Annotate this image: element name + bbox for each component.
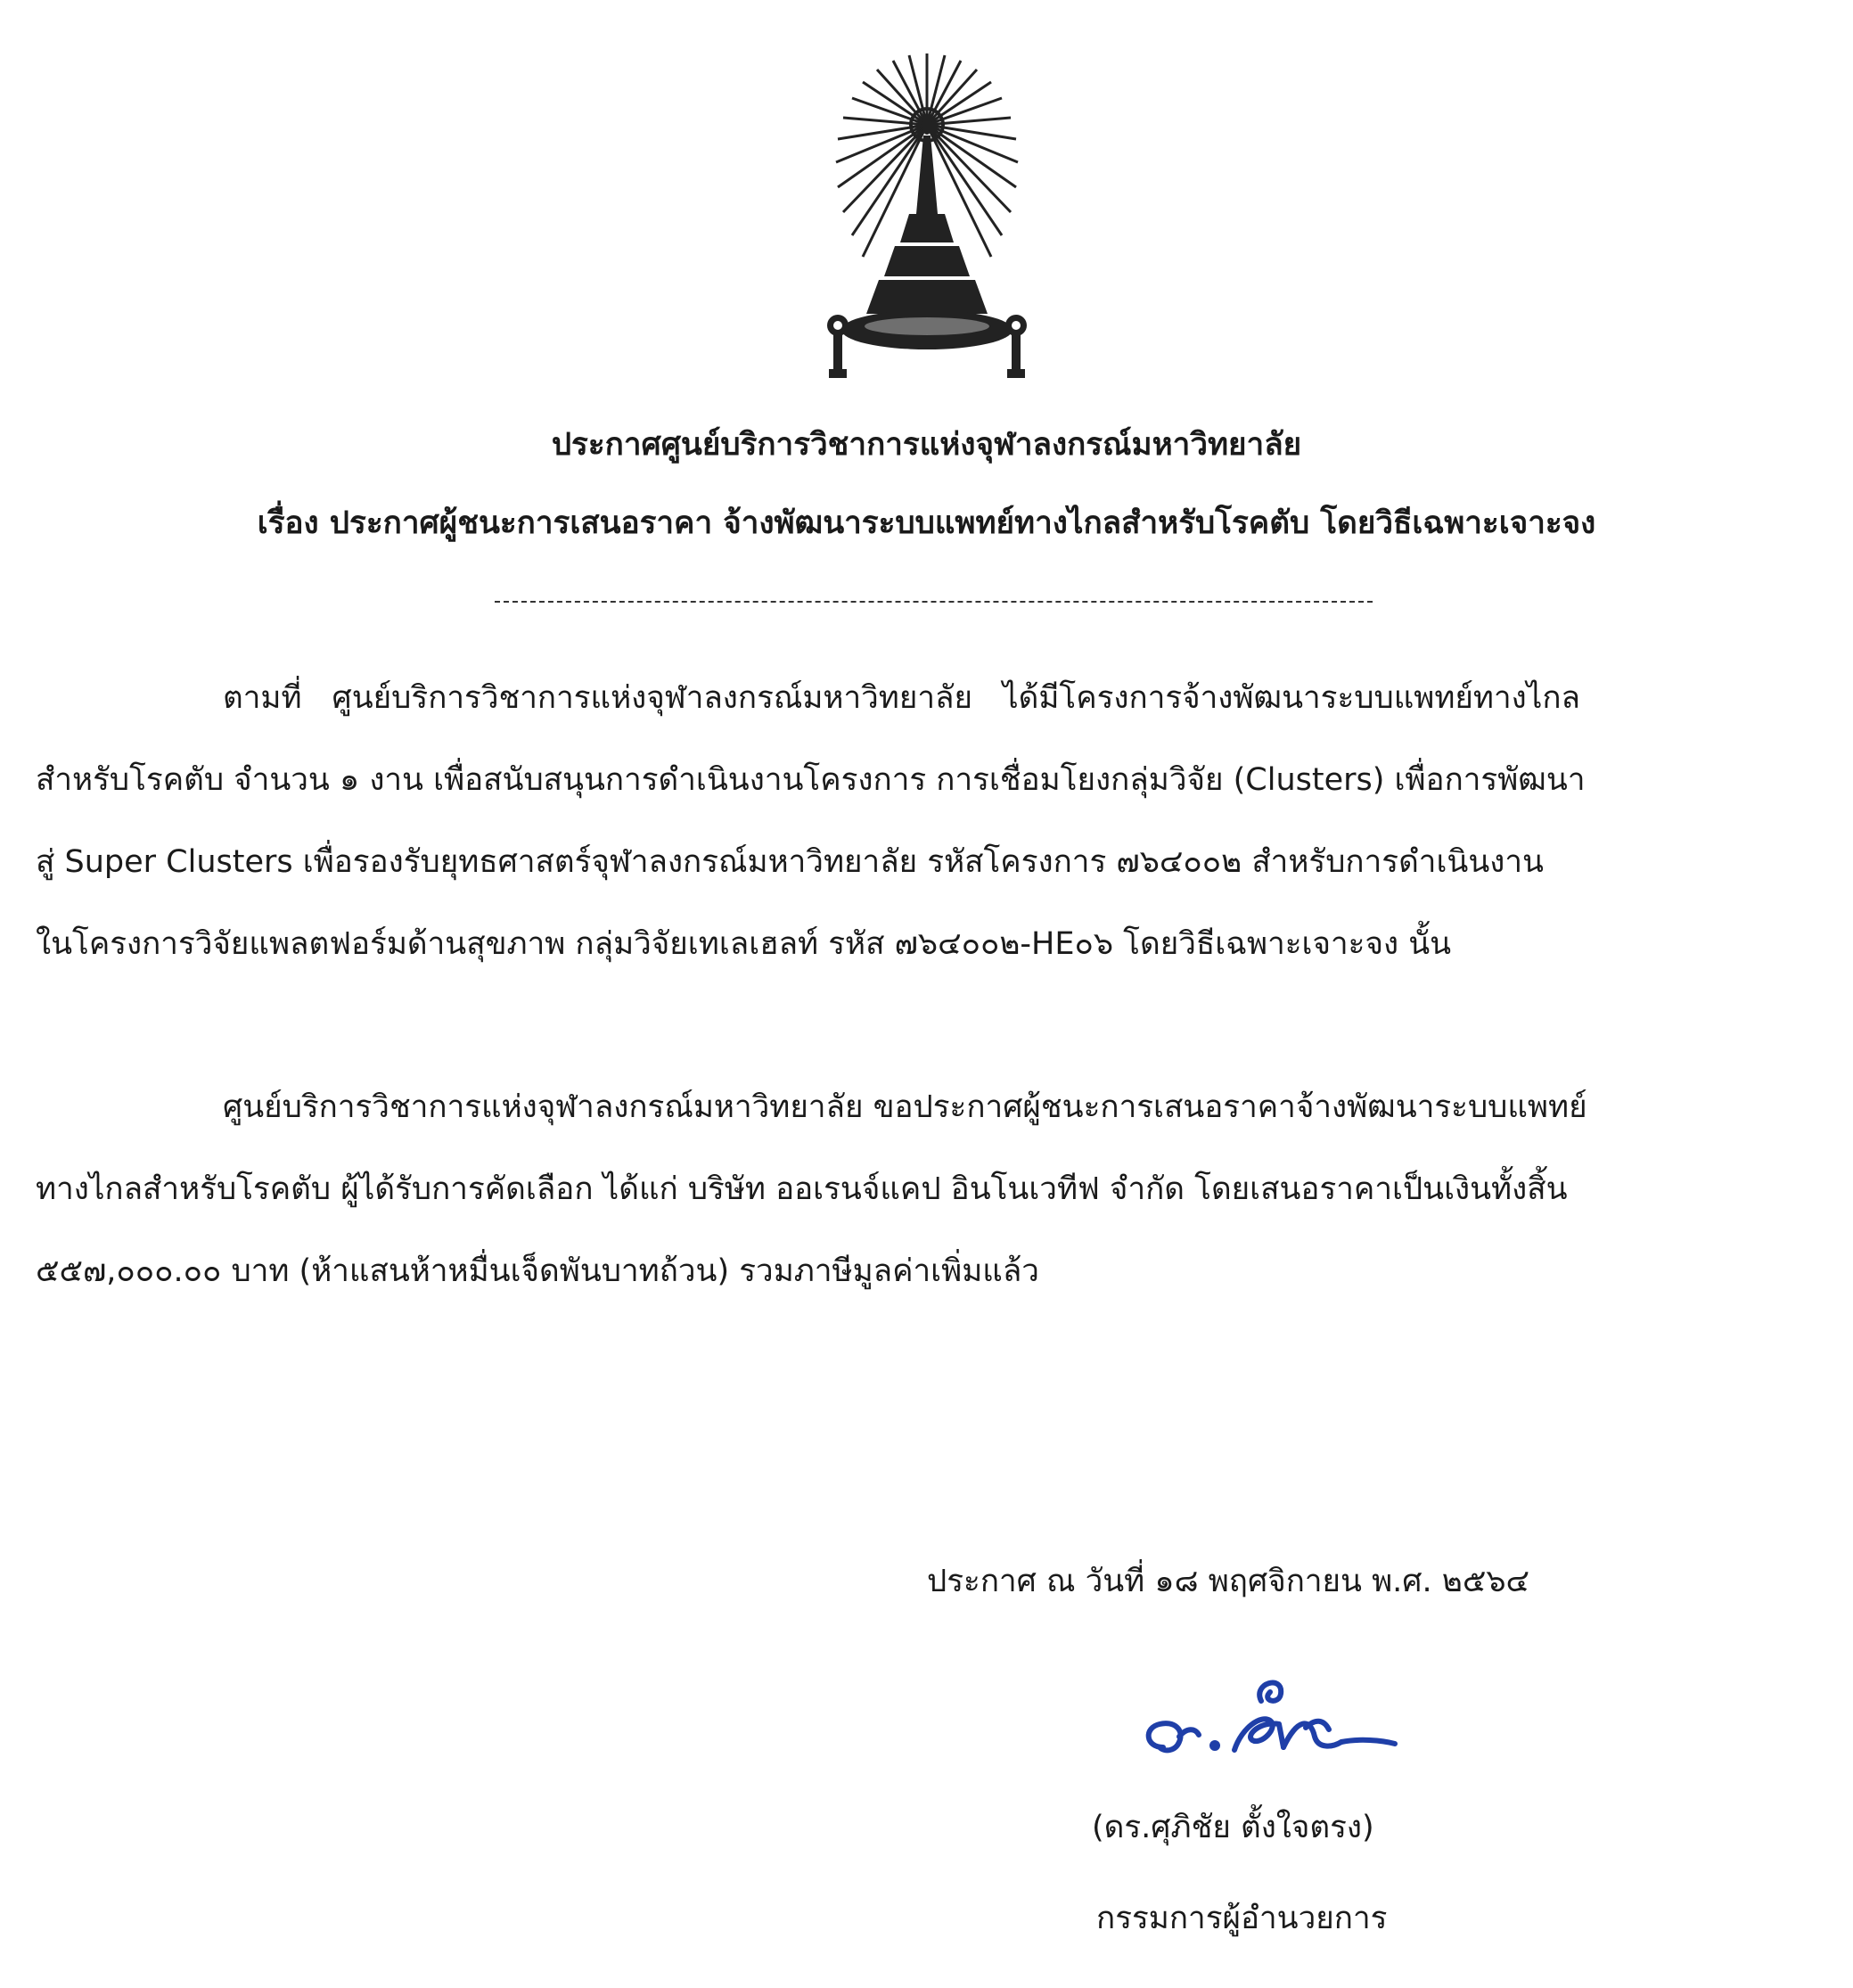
paragraph1-rest: ได้มีโครงการจ้างพัฒนาระบบแพทย์ทางไกล bbox=[1003, 680, 1580, 716]
announcement-date: ประกาศ ณ วันที่ ๑๘ พฤศจิกายน พ.ศ. ๒๕๖๔ bbox=[927, 1564, 1530, 1599]
announcement-subject: เรื่อง ประกาศผู้ชนะการเสนอราคา จ้างพัฒนาระบบแพทย์ทางไกลสำหรับโรคตับ โดยวิธีเฉพาะเจาะจง bbox=[257, 505, 1596, 541]
signer-name: (ดร.ศุภิชัย ตั้งใจตรง) bbox=[1092, 1810, 1374, 1845]
announcement-title: ประกาศศูนย์บริการวิชาการแห่งจุฬาลงกรณ์มหาวิทยาลัย bbox=[551, 427, 1302, 463]
paragraph-background bbox=[36, 657, 1818, 985]
handwritten-signature-icon bbox=[1127, 1665, 1413, 1772]
paragraph1-line2: สำหรับโรคตับ จำนวน ๑ งาน เพื่อสนับสนุนการดำเนินงานโครงการ การเชื่อมโยงกลุ่มวิจัย (Clusters) เพื่อการพัฒนา bbox=[36, 762, 1586, 798]
chula-phra-kiao-emblem-icon bbox=[820, 36, 1034, 410]
signer-title: กรรมการผู้อำนวยการ bbox=[1096, 1901, 1388, 1936]
paragraph1-line3: สู่ Super Clusters เพื่อรองรับยุทธศาสตร์จุฬาลงกรณ์มหาวิทยาลัย รหัสโครงการ ๗๖๔๐๐๒ สำหรับการดำเนินงาน bbox=[36, 844, 1544, 880]
paragraph-winner bbox=[36, 1066, 1818, 1312]
paragraph2-line3: ๕๕๗,๐๐๐.๐๐ บาท (ห้าแสนห้าหมื่นเจ็ดพันบาทถ้วน) รวมภาษีมูลค่าเพิ่มแล้ว bbox=[36, 1253, 1039, 1289]
paragraph1-org: ศูนย์บริการวิชาการแห่งจุฬาลงกรณ์มหาวิทยาลัย bbox=[332, 680, 972, 716]
paragraph2-line2: ทางไกลสำหรับโรคตับ ผู้ได้รับการคัดเลือก ได้แก่ บริษัท ออเรนจ์แคป อินโนเวทีฟ จำกัด โดยเสนอราคาเป็นเงินทั้งสิ้น bbox=[36, 1171, 1568, 1207]
paragraph1-line4: ในโครงการวิจัยแพลตฟอร์มด้านสุขภาพ กลุ่มวิจัยเทเลเฮลท์ รหัส ๗๖๔๐๐๒-HE๐๖ โดยวิธีเฉพาะเจาะจง นั้น bbox=[36, 926, 1452, 962]
paragraph1-lead: ตามที่ bbox=[223, 680, 302, 716]
paragraph2-line1: ศูนย์บริการวิชาการแห่งจุฬาลงกรณ์มหาวิทยาลัย ขอประกาศผู้ชนะการเสนอราคาจ้างพัฒนาระบบแพทย์ bbox=[223, 1089, 1587, 1125]
paragraph1-line1 bbox=[36, 657, 1818, 739]
dashed-divider bbox=[495, 601, 1373, 603]
